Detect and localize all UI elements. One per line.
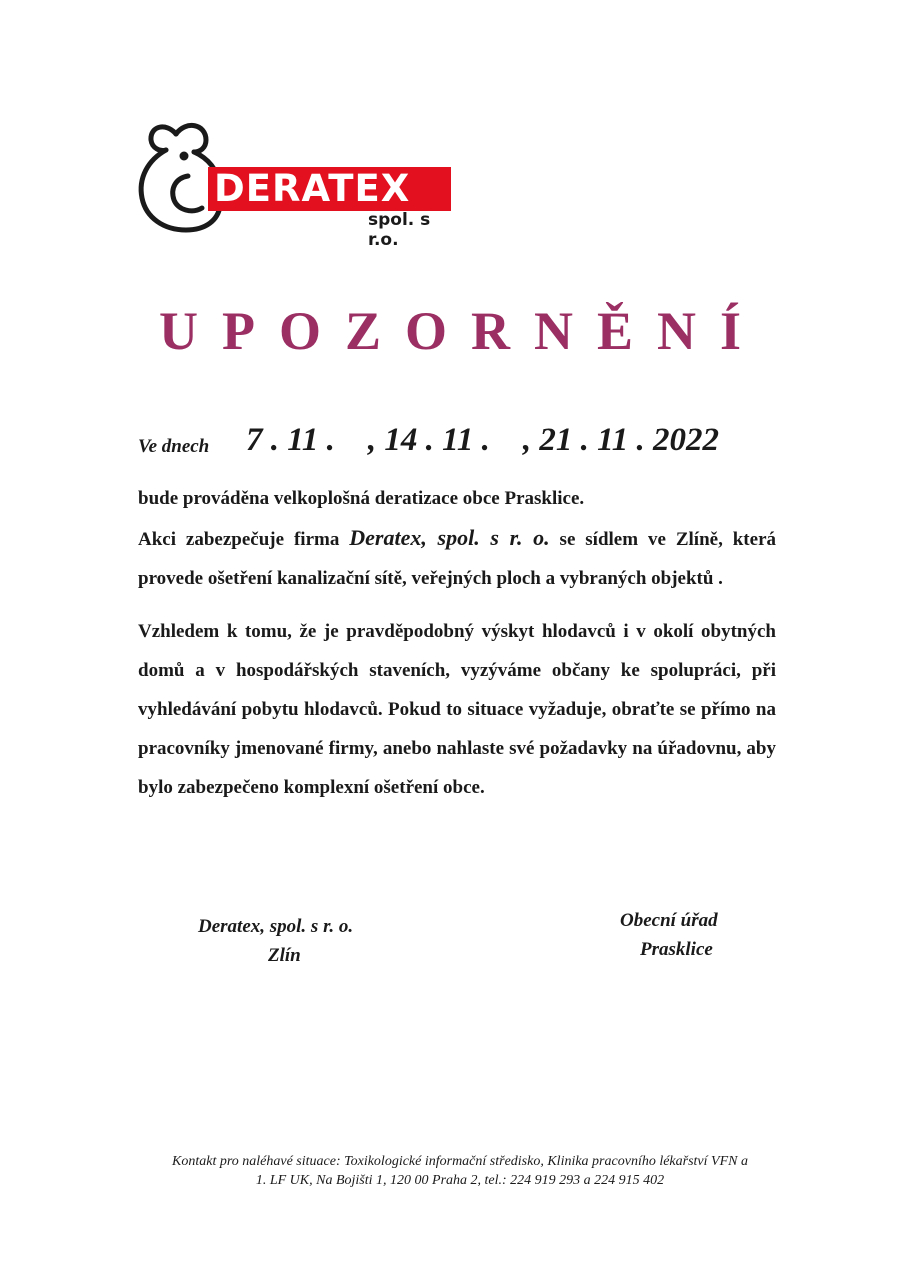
brand-suffix: spol. s r.o. — [368, 210, 431, 250]
body-line-2-post: se sídlem ve Zlíně, která provede ošetření kanalizační sítě, veřejných ploch a vybraných objektů . — [138, 529, 777, 589]
signature-left-line-1: Deratex, spol. s r. o. — [198, 916, 354, 937]
body-paragraph-2: Vzhledem k tomu, že je pravděpodobný výskyt hlodavců i v okolí obytných domů a v hospodářských staveních, vyzýváme občany ke spolupráci, při vyhledávání pobytu hlodavců. Pokud to situace vyžaduje, obraťte se přímo na pracovníky jmenované firmy, anebo nahlaste své požadavky na úřadovnu, aby bylo zabezpečeno komplexní ošetření obce. — [138, 621, 776, 798]
dates-label: Ve dnech — [138, 436, 210, 457]
page-title: UPOZORNĚNÍ — [158, 301, 766, 361]
signature-right-line-1: Obecní úřad — [620, 910, 718, 931]
dates-row — [138, 422, 778, 466]
body-line-1: bude prováděna velkoplošná deratizace obce Prasklice. — [138, 488, 585, 509]
signature-left-line-2: Zlín — [268, 945, 301, 966]
firm-name-inline: Deratex, spol. s r. o. — [349, 525, 550, 550]
footer-line-2: 1. LF UK, Na Bojišti 1, 120 00 Praha 2, tel.: 224 919 293 a 224 915 402 — [255, 1173, 665, 1188]
body-paragraph-1 — [138, 518, 776, 598]
footer-contact — [100, 1152, 820, 1190]
dates-value: 7 . 11 . , 14 . 11 . , 21 . 11 . 2022 — [246, 422, 720, 458]
signature-obecni-urad — [620, 906, 718, 964]
body-line-2-pre: Akci zabezpečuje firma — [138, 529, 350, 550]
signature-right-line-2: Prasklice — [640, 939, 713, 960]
footer-line-1: Kontakt pro naléhavé situace: Toxikologické informační středisko, Klinika pracovního lékařství VFN a — [172, 1154, 748, 1169]
brand-name: DERATEX — [214, 167, 411, 210]
signature-deratex — [198, 912, 353, 970]
deratex-logo — [136, 116, 466, 250]
notice-body — [138, 483, 776, 807]
